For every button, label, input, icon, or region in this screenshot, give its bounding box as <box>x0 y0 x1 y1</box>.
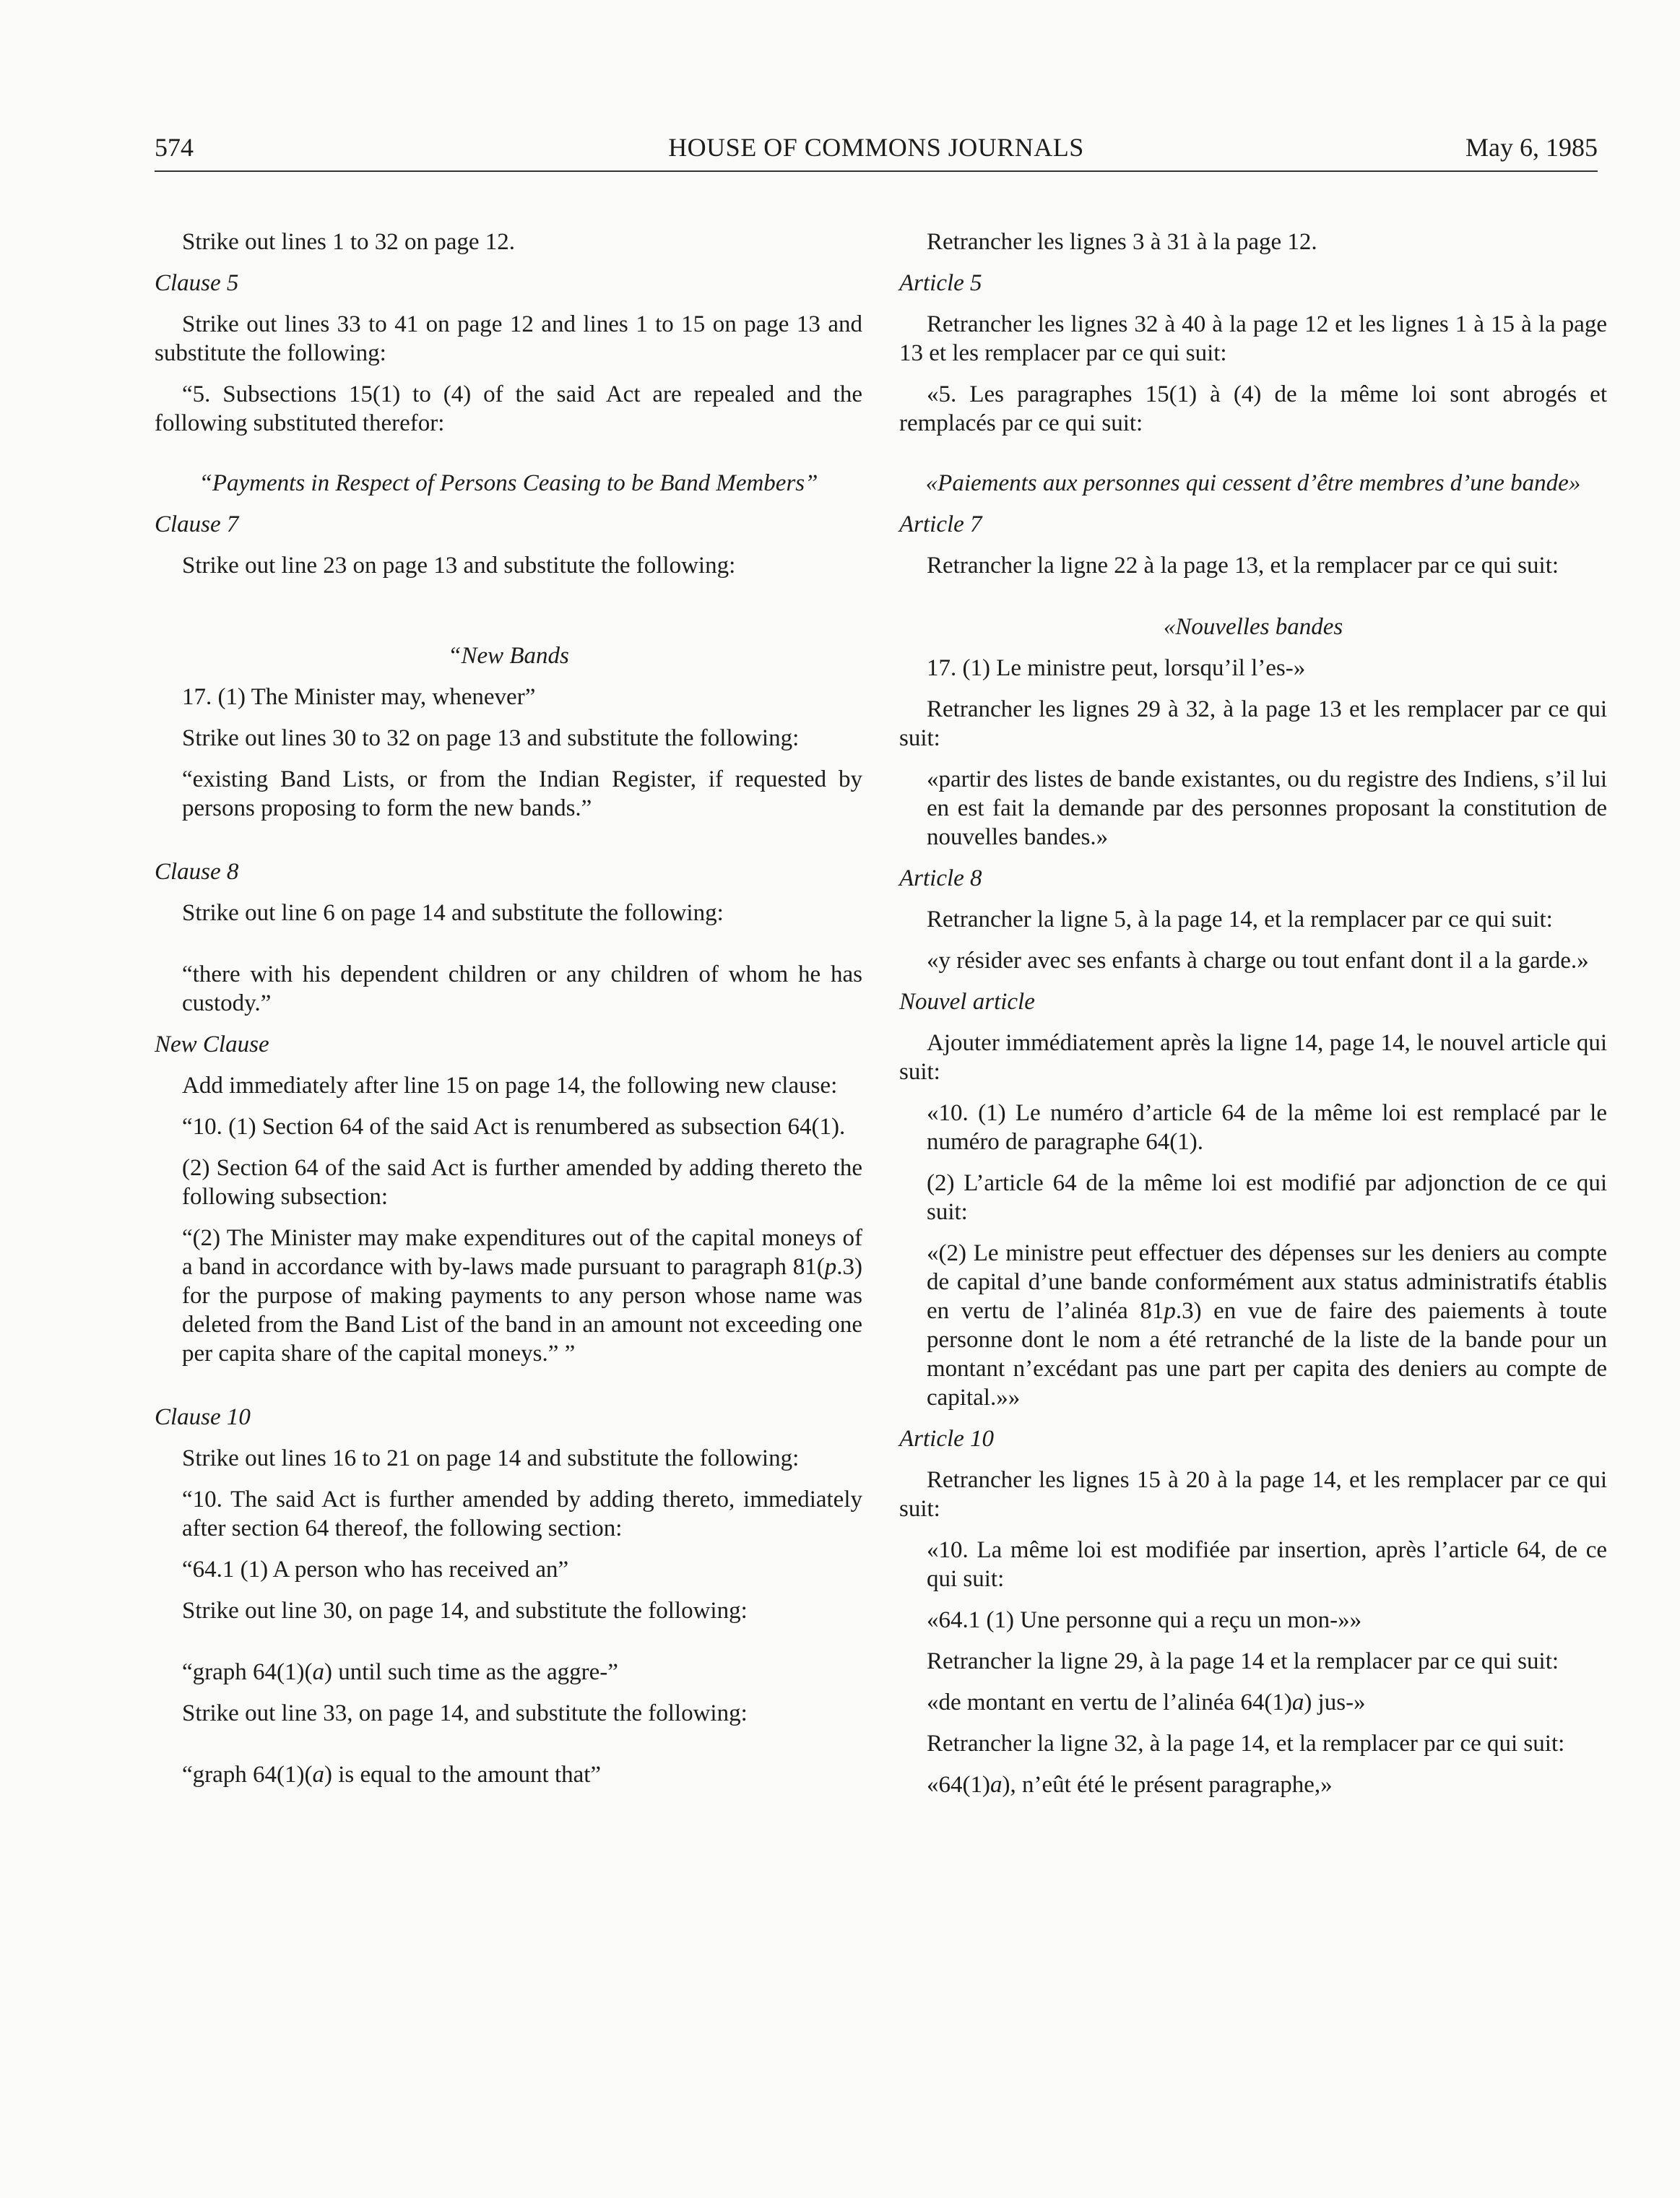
amendment-text: “existing Band Lists, or from the Indian Register, if requested by persons proposing to form the new bands.” <box>182 766 862 821</box>
strike-instruction: Strike out lines 16 to 21 on page 14 and substitute the following: <box>182 1445 800 1471</box>
strike-instruction: Add immediately after line 15 on page 14, the following new clause: <box>182 1073 838 1099</box>
amendment-text: “64.1 (1) A person who has received an” <box>182 1557 569 1583</box>
section-heading: «Paiements aux personnes qui cessent d’être membres d’une bande» <box>925 470 1581 496</box>
amendment-text: «de montant en vertu de l’alinéa 64(1)a) jus-» <box>927 1689 1366 1715</box>
page-header <box>155 127 1598 172</box>
journal-date: May 6, 1985 <box>1465 133 1598 162</box>
amendment-text: «64.1 (1) Une personne qui a reçu un mon-»» <box>927 1607 1362 1633</box>
strike-instruction: Retrancher la ligne 5, à la page 14, et la remplacer par ce qui suit: <box>927 907 1553 933</box>
strike-instruction: Retrancher les lignes 29 à 32, à la page 13 et les remplacer par ce qui suit: <box>899 696 1607 751</box>
strike-instruction: Retrancher la ligne 29, à la page 14 et la remplacer par ce qui suit: <box>927 1648 1559 1674</box>
clause-heading: Article 8 <box>899 865 982 891</box>
clause-heading: Article 5 <box>899 270 982 296</box>
amendment-text: «5. Les paragraphes 15(1) à (4) de la même loi sont abrogés et remplacés par ce qui suit: <box>899 381 1607 436</box>
amendment-text: “graph 64(1)(a) until such time as the aggre-” <box>182 1659 618 1685</box>
amendment-text: (2) Section 64 of the said Act is further amended by adding thereto the following subsection: <box>182 1155 862 1210</box>
strike-instruction: Strike out lines 1 to 32 on page 12. <box>182 229 516 255</box>
amendment-text: “(2) The Minister may make expenditures out of the capital moneys of a band in accordance with by-laws made pursuant to paragraph 81(p.3) for the purpose of making payments to any person whose name was deleted from the Band List of the band in an amount not exceeding one per capita share of the capital moneys.” ” <box>182 1225 862 1367</box>
amendment-text: “10. (1) Section 64 of the said Act is renumbered as subsection 64(1). <box>182 1114 846 1140</box>
strike-instruction: Retrancher les lignes 3 à 31 à la page 12. <box>927 229 1317 255</box>
amendment-text: «10. (1) Le numéro d’article 64 de la même loi est remplacé par le numéro de paragraphe 64(1). <box>927 1100 1607 1155</box>
amendment-text: «y résider avec ses enfants à charge ou tout enfant dont il a la garde.» <box>927 948 1589 974</box>
strike-instruction: Ajouter immédiatement après la ligne 14, page 14, le nouvel article qui suit: <box>899 1030 1607 1085</box>
section-heading: “New Bands <box>448 643 569 669</box>
amendment-text: (2) L’article 64 de la même loi est modifié par adjonction de ce qui suit: <box>927 1170 1607 1225</box>
strike-instruction: Strike out line 33, on page 14, and substitute the following: <box>182 1700 748 1726</box>
strike-instruction: Strike out line 23 on page 13 and substitute the following: <box>182 553 736 579</box>
page-number: 574 <box>155 133 194 162</box>
strike-instruction: Retrancher les lignes 32 à 40 à la page 12 et les lignes 1 à 15 à la page 13 et les remplacer par ce qui suit: <box>899 311 1607 366</box>
strike-instruction: Retrancher les lignes 15 à 20 à la page 14, et les remplacer par ce qui suit: <box>899 1467 1607 1522</box>
section-heading: “Payments in Respect of Persons Ceasing to be Band Members” <box>199 470 818 496</box>
amendment-text: 17. (1) The Minister may, whenever” <box>182 684 536 710</box>
clause-heading: Clause 10 <box>155 1404 251 1430</box>
strike-instruction: Retrancher la ligne 22 à la page 13, et la remplacer par ce qui suit: <box>927 553 1559 579</box>
strike-instruction: Strike out line 30, on page 14, and substitute the following: <box>182 1598 748 1624</box>
amendment-text: «64(1)a), n’eût été le présent paragraphe,» <box>927 1772 1333 1798</box>
french-column <box>899 228 1607 1799</box>
clause-heading: Article 7 <box>899 511 982 537</box>
clause-heading: Clause 8 <box>155 859 239 885</box>
clause-heading: Clause 7 <box>155 511 239 537</box>
clause-heading: Clause 5 <box>155 270 239 296</box>
amendment-text: 17. (1) Le ministre peut, lorsqu’il l’es-» <box>927 655 1306 681</box>
strike-instruction: Strike out lines 30 to 32 on page 13 and substitute the following: <box>182 725 800 751</box>
clause-heading: Nouvel article <box>899 989 1035 1015</box>
english-column <box>155 228 862 1789</box>
strike-instruction: Retrancher la ligne 32, à la page 14, et la remplacer par ce qui suit: <box>927 1731 1565 1757</box>
amendment-text: «10. La même loi est modifiée par insertion, après l’article 64, de ce qui suit: <box>927 1537 1607 1592</box>
amendment-text: «(2) Le ministre peut effectuer des dépenses sur les deniers au compte de capital d’une bande conformément aux status administratifs établis en vertu de l’alinéa 81p.3) en vue de faire des paiements à toute personne dont le nom a été retranché de la liste de la bande pour un montant n’excédant pas une part per capita des deniers au compte de capital.»» <box>927 1240 1607 1411</box>
strike-instruction: Strike out line 6 on page 14 and substitute the following: <box>182 900 724 926</box>
amendment-text: “there with his dependent children or any children of whom he has custody.” <box>182 961 862 1016</box>
clause-heading: New Clause <box>155 1031 269 1057</box>
amendment-text: “5. Subsections 15(1) to (4) of the said Act are repealed and the following substituted therefor: <box>155 381 862 436</box>
section-heading: «Nouvelles bandes <box>1163 614 1343 640</box>
journal-title: HOUSE OF COMMONS JOURNALS <box>668 133 1084 162</box>
clause-heading: Article 10 <box>899 1426 995 1452</box>
amendment-text: “graph 64(1)(a) is equal to the amount that” <box>182 1762 602 1788</box>
amendment-text: “10. The said Act is further amended by adding thereto, immediately after section 64 thereof, the following section: <box>182 1487 862 1541</box>
amendment-text: «partir des listes de bande existantes, ou du registre des Indiens, s’il lui en est fait la demande par des personnes proposant la constitution de nouvelles bandes.» <box>927 766 1607 850</box>
strike-instruction: Strike out lines 33 to 41 on page 12 and lines 1 to 15 on page 13 and substitute the following: <box>155 311 862 366</box>
